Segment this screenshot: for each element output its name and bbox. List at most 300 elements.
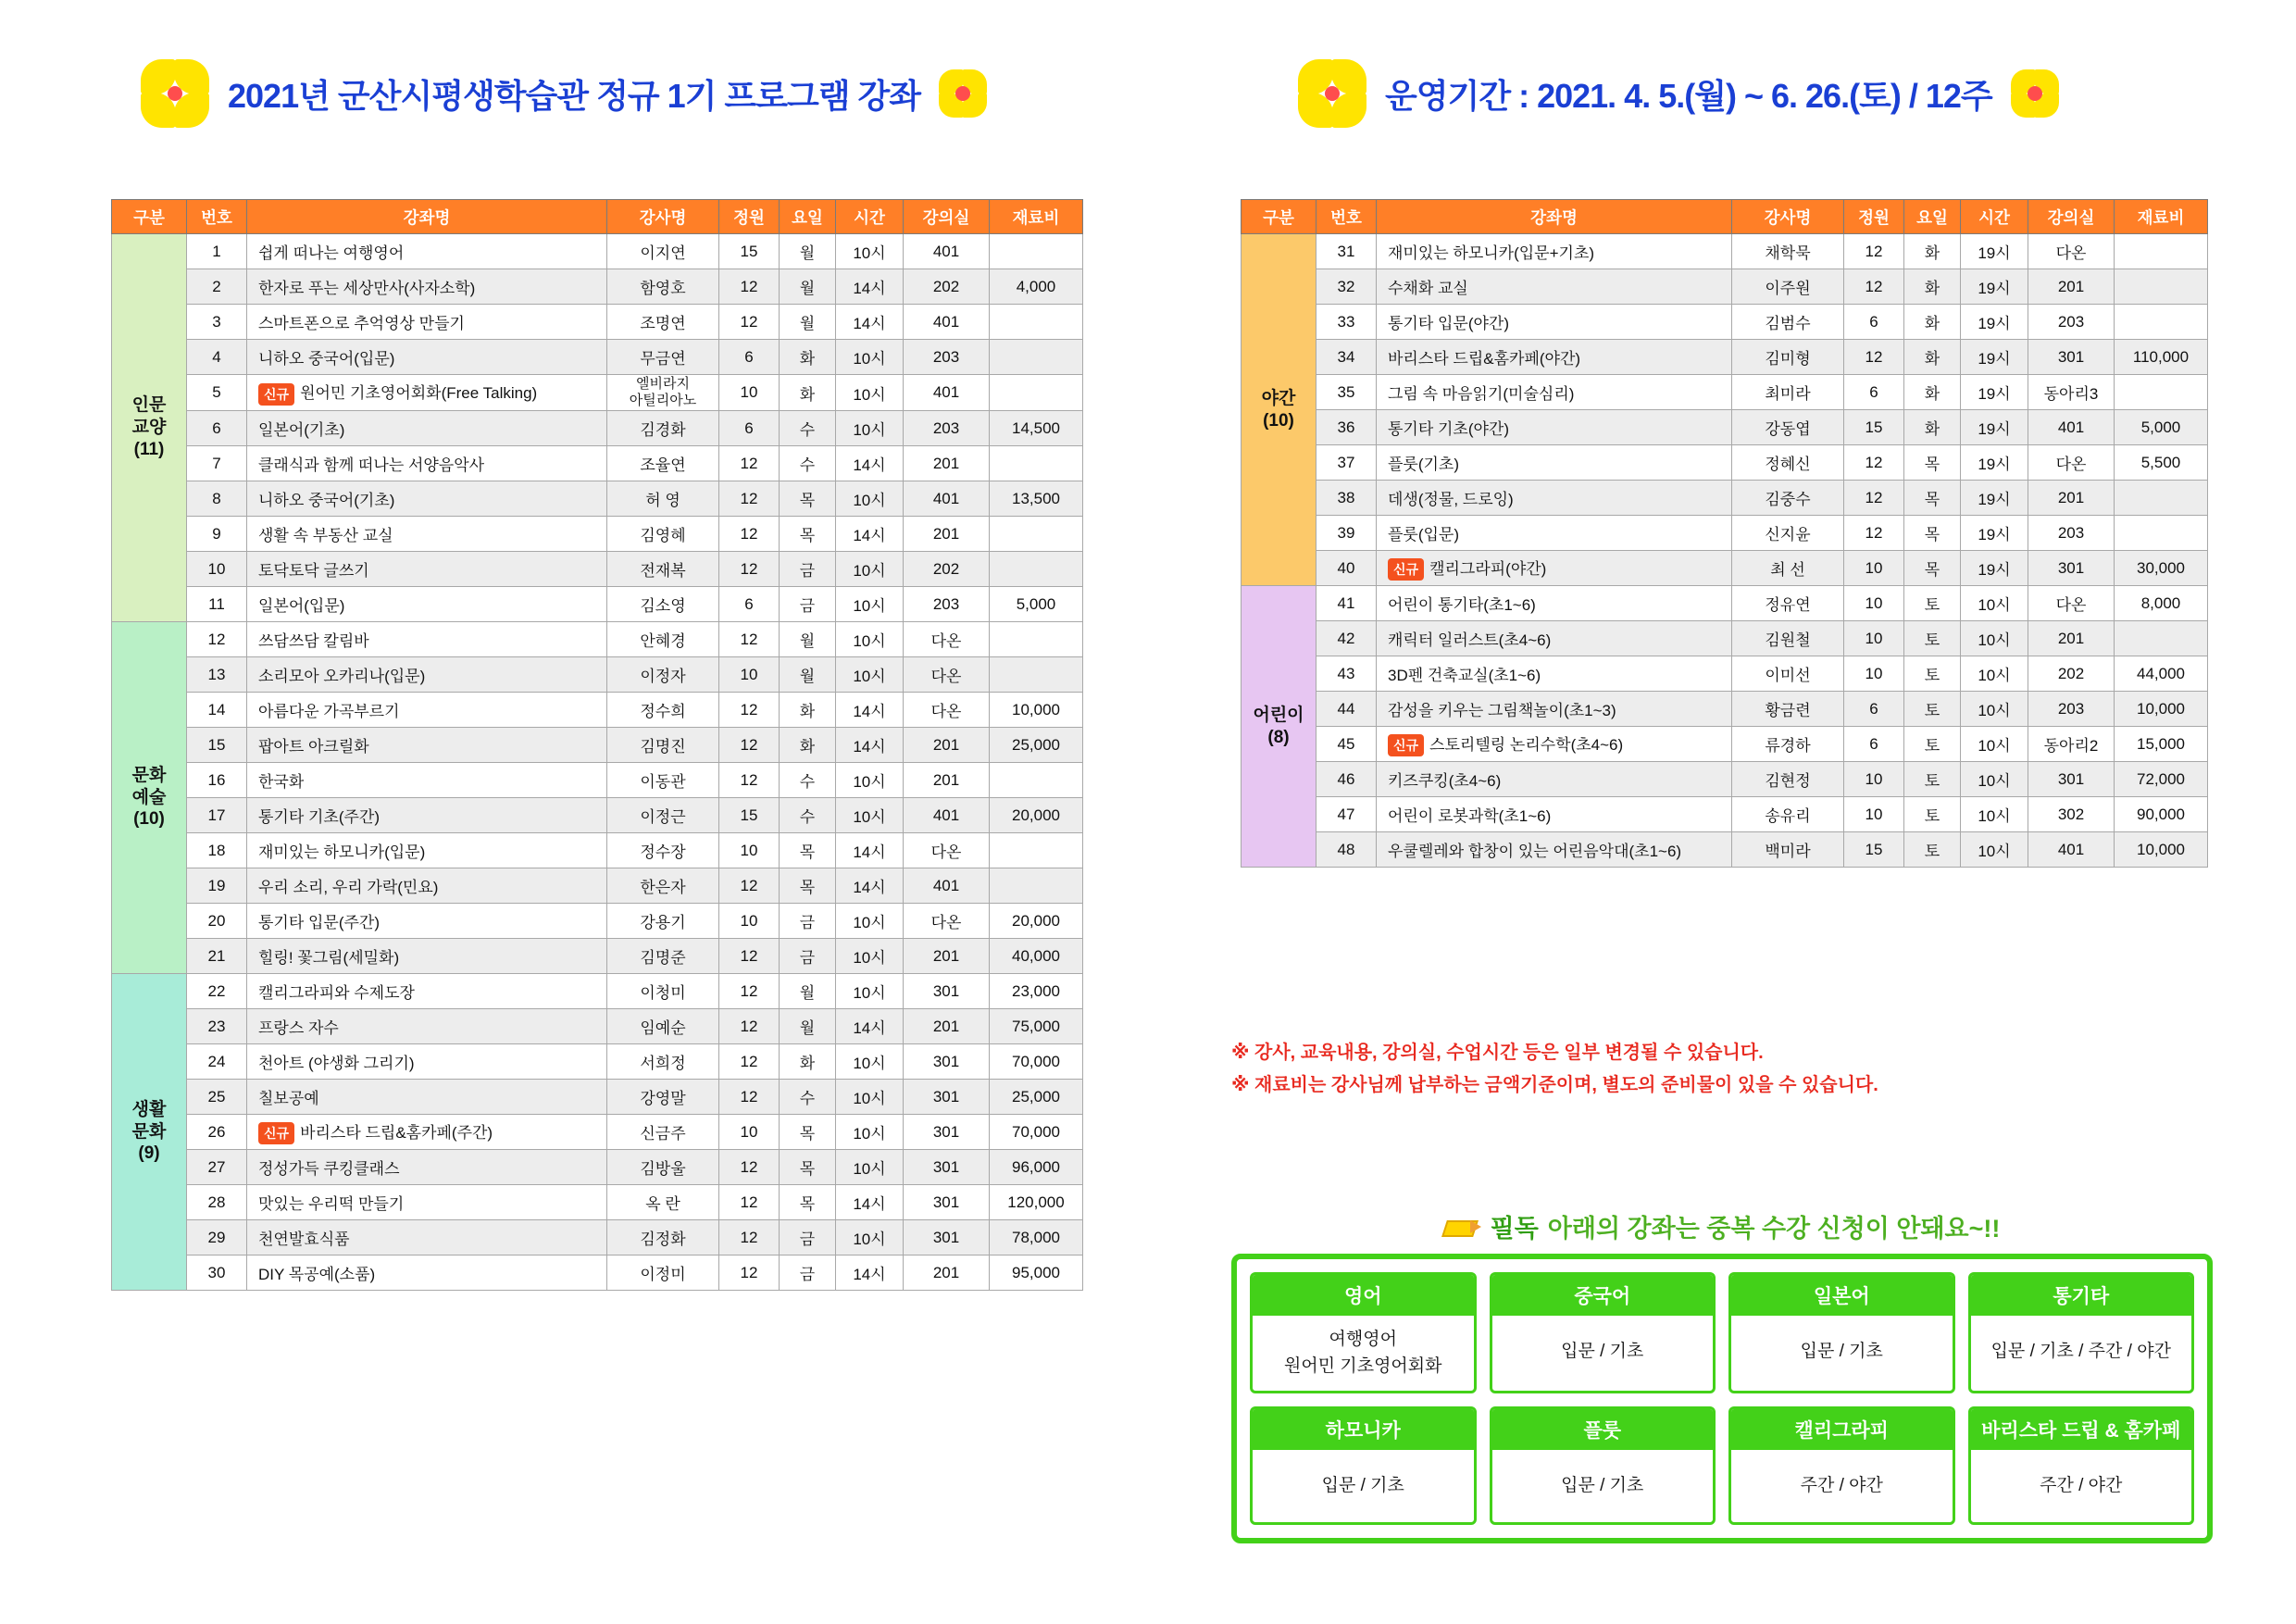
left-title: 2021년 군산시평생학습관 정규 1기 프로그램 강좌 [228,76,921,115]
table-row [112,1150,1083,1185]
room: 401 [2028,410,2115,445]
table-row [112,269,1083,305]
time: 14시 [836,269,904,305]
instructor: 송유리 [1732,797,1844,832]
duplicate-cell [1728,1272,1955,1393]
duplicate-cell [1968,1272,2195,1393]
material-fee: 95,000 [990,1255,1083,1291]
weekday: 목 [780,833,836,868]
time: 14시 [836,833,904,868]
course-name: 데생(정물, 드로잉) [1377,481,1732,516]
instructor: 정혜신 [1732,445,1844,481]
material-fee: 20,000 [990,798,1083,833]
instructor: 정수장 [607,833,719,868]
course-name: 키즈쿠킹(초4~6) [1377,762,1732,797]
time: 19시 [1961,516,2028,551]
course-no: 20 [187,904,247,939]
table-row [1242,727,2208,762]
new-badge: 신규 [258,383,294,406]
time: 10시 [836,763,904,798]
instructor: 무금연 [607,340,719,375]
material-fee [2115,234,2208,269]
instructor: 김미형 [1732,340,1844,375]
material-fee [990,552,1083,587]
column-header: 강좌명 [247,200,607,234]
capacity: 10 [1844,586,1904,621]
room: 301 [904,1185,990,1220]
instructor: 정유연 [1732,586,1844,621]
capacity: 12 [719,1255,780,1291]
instructor: 김경화 [607,411,719,446]
table-row [112,974,1083,1009]
table-row [1242,832,2208,868]
instructor: 김원철 [1732,621,1844,656]
course-name: 천연발효식품 [247,1220,607,1255]
room: 203 [2028,305,2115,340]
course-no: 28 [187,1185,247,1220]
material-fee [990,763,1083,798]
table-row [1242,586,2208,621]
instructor: 이주원 [1732,269,1844,305]
table-row [1242,340,2208,375]
room: 301 [904,1115,990,1150]
table-row [112,622,1083,657]
material-fee [990,868,1083,904]
duplicate-grid [1231,1254,2213,1543]
time: 10시 [1961,692,2028,727]
time: 10시 [836,974,904,1009]
capacity: 10 [719,904,780,939]
table-row [1242,797,2208,832]
weekday: 금 [780,939,836,974]
room: 401 [904,375,990,411]
material-fee [990,622,1083,657]
material-fee: 30,000 [2115,551,2208,586]
course-name: 우리 소리, 우리 가락(민요) [247,868,607,904]
capacity: 12 [1844,234,1904,269]
material-fee [2115,516,2208,551]
weekday: 월 [780,1009,836,1044]
duplicate-cell-body: 주간 / 야간 [2040,1475,2123,1495]
table-row [112,1115,1083,1150]
time: 10시 [836,622,904,657]
time: 14시 [836,446,904,481]
room: 203 [904,411,990,446]
time: 10시 [836,1150,904,1185]
column-header: 시간 [836,200,904,234]
material-fee [2115,269,2208,305]
course-no: 25 [187,1080,247,1115]
material-fee: 8,000 [2115,586,2208,621]
course-no: 17 [187,798,247,833]
time: 10시 [1961,797,2028,832]
column-header: 번호 [187,200,247,234]
course-name: 재미있는 하모니카(입문) [247,833,607,868]
course-name: 일본어(입문) [247,587,607,622]
time: 10시 [836,1115,904,1150]
instructor: 조율연 [607,446,719,481]
capacity: 12 [719,517,780,552]
duplicate-cell [1250,1272,1477,1393]
duplicate-cell-body: 입문 / 기초 [1561,1341,1644,1361]
instructor: 엘비라지 아틸리아노 [607,375,719,411]
capacity: 12 [719,269,780,305]
group-label: 인문 교양 (11) [112,234,187,622]
material-fee: 40,000 [990,939,1083,974]
course-no: 32 [1316,269,1377,305]
instructor: 정수희 [607,693,719,728]
instructor: 황금련 [1732,692,1844,727]
duplicate-cell-head: 바리스타 드립 & 홈카페 [1971,1409,2192,1450]
course-no: 6 [187,411,247,446]
table-row [112,446,1083,481]
table-row [1242,375,2208,410]
weekday: 수 [780,1080,836,1115]
course-name: 클래식과 함께 떠나는 서양음악사 [247,446,607,481]
room: 다온 [904,833,990,868]
capacity: 12 [719,974,780,1009]
course-name: 수채화 교실 [1377,269,1732,305]
room: 201 [904,517,990,552]
table-row [112,411,1083,446]
instructor: 이정근 [607,798,719,833]
time: 10시 [836,234,904,269]
course-name: 신규 스토리텔링 논리수학(초4~6) [1377,727,1732,762]
weekday: 토 [1904,832,1961,868]
table-row [112,481,1083,517]
duplicate-warning-text: 아래의 강좌는 중복 수강 신청이 안돼요~!! [1547,1215,2001,1243]
course-no: 41 [1316,586,1377,621]
material-fee [990,833,1083,868]
material-fee: 20,000 [990,904,1083,939]
instructor: 채학묵 [1732,234,1844,269]
capacity: 10 [1844,621,1904,656]
table-row [112,587,1083,622]
time: 10시 [836,587,904,622]
material-fee: 10,000 [990,693,1083,728]
course-no: 7 [187,446,247,481]
material-fee: 25,000 [990,1080,1083,1115]
room: 202 [2028,656,2115,692]
column-header: 강사명 [1732,200,1844,234]
capacity: 6 [719,587,780,622]
material-fee [2115,621,2208,656]
room: 301 [904,1080,990,1115]
time: 10시 [836,375,904,411]
weekday: 월 [780,305,836,340]
instructor: 이청미 [607,974,719,1009]
table-row [112,833,1083,868]
material-fee: 4,000 [990,269,1083,305]
notes-block [1231,1037,1878,1102]
room: 다온 [2028,586,2115,621]
pencil-icon [1444,1217,1481,1237]
table-row [1242,481,2208,516]
material-fee: 90,000 [2115,797,2208,832]
course-no: 4 [187,340,247,375]
course-no: 10 [187,552,247,587]
duplicate-cell-body: 여행영어 원어민 기초영어회화 [1284,1330,1442,1376]
course-no: 16 [187,763,247,798]
instructor: 김정화 [607,1220,719,1255]
course-no: 13 [187,657,247,693]
duplicate-cell [1728,1406,1955,1525]
capacity: 12 [1844,269,1904,305]
weekday: 화 [780,340,836,375]
column-header: 강사명 [607,200,719,234]
time: 10시 [836,904,904,939]
course-name: 우쿨렐레와 합창이 있는 어린음악대(초1~6) [1377,832,1732,868]
duplicate-cell-head: 중국어 [1492,1275,1714,1316]
material-fee: 23,000 [990,974,1083,1009]
duplicate-cell [1968,1406,2195,1525]
capacity: 12 [1844,516,1904,551]
material-fee [2115,305,2208,340]
room: 301 [904,1044,990,1080]
course-name: 한자로 푸는 세상만사(사자소학) [247,269,607,305]
time: 10시 [836,1044,904,1080]
course-no: 43 [1316,656,1377,692]
time: 19시 [1961,269,2028,305]
room: 다온 [2028,234,2115,269]
capacity: 15 [1844,410,1904,445]
table-row [112,1185,1083,1220]
capacity: 12 [1844,481,1904,516]
time: 10시 [836,939,904,974]
flower-icon [139,57,211,130]
room: 동아리2 [2028,727,2115,762]
table-row [1242,269,2208,305]
capacity: 15 [1844,832,1904,868]
table-row [112,517,1083,552]
must-read-label: 필독 [1490,1215,1539,1243]
capacity: 6 [719,411,780,446]
weekday: 화 [1904,305,1961,340]
weekday: 목 [1904,551,1961,586]
room: 401 [904,234,990,269]
instructor: 최 선 [1732,551,1844,586]
time: 10시 [836,481,904,517]
course-name: 어린이 로봇과학(초1~6) [1377,797,1732,832]
new-badge: 신규 [1388,558,1424,581]
table-row [112,305,1083,340]
material-fee: 78,000 [990,1220,1083,1255]
table-row [112,375,1083,411]
course-no: 31 [1316,234,1377,269]
time: 14시 [836,728,904,763]
instructor: 강용기 [607,904,719,939]
weekday: 화 [780,375,836,411]
course-name: 그림 속 마음읽기(미술심리) [1377,375,1732,410]
column-header: 강좌명 [1377,200,1732,234]
course-no: 38 [1316,481,1377,516]
course-no: 36 [1316,410,1377,445]
flower-icon [1296,57,1368,130]
course-no: 2 [187,269,247,305]
duplicate-cell-body: 주간 / 야간 [1800,1475,1883,1495]
column-header: 시간 [1961,200,2028,234]
weekday: 목 [780,1185,836,1220]
course-name: 통기타 입문(야간) [1377,305,1732,340]
instructor: 김방울 [607,1150,719,1185]
time: 19시 [1961,445,2028,481]
instructor: 최미라 [1732,375,1844,410]
weekday: 화 [780,1044,836,1080]
weekday: 화 [1904,269,1961,305]
room: 다온 [904,657,990,693]
material-fee [990,446,1083,481]
room: 302 [2028,797,2115,832]
capacity: 12 [1844,340,1904,375]
course-name: 정성가득 쿠킹클래스 [247,1150,607,1185]
instructor: 옥 란 [607,1185,719,1220]
material-fee [2115,481,2208,516]
capacity: 12 [719,481,780,517]
time: 10시 [1961,727,2028,762]
capacity: 10 [1844,551,1904,586]
weekday: 목 [1904,516,1961,551]
course-name: 재미있는 하모니카(입문+기초) [1377,234,1732,269]
instructor: 김영혜 [607,517,719,552]
instructor: 김소영 [607,587,719,622]
column-header: 강의실 [2028,200,2115,234]
material-fee: 96,000 [990,1150,1083,1185]
course-name: 3D펜 건축교실(초1~6) [1377,656,1732,692]
column-header: 번호 [1316,200,1377,234]
weekday: 화 [1904,234,1961,269]
course-no: 12 [187,622,247,657]
room: 203 [904,340,990,375]
time: 19시 [1961,340,2028,375]
course-name: 토닥토닥 글쓰기 [247,552,607,587]
instructor: 이미선 [1732,656,1844,692]
column-header: 구분 [1242,200,1316,234]
material-fee: 14,500 [990,411,1083,446]
instructor: 이동관 [607,763,719,798]
material-fee [990,657,1083,693]
course-name: 신규 바리스타 드립&홈카페(주간) [247,1115,607,1150]
time: 19시 [1961,375,2028,410]
weekday: 토 [1904,692,1961,727]
course-name: 쉽게 떠나는 여행영어 [247,234,607,269]
table-row [112,728,1083,763]
course-name: 스마트폰으로 추억영상 만들기 [247,305,607,340]
room: 201 [2028,269,2115,305]
material-fee [990,340,1083,375]
course-no: 22 [187,974,247,1009]
course-no: 15 [187,728,247,763]
course-name: 바리스타 드립&홈카페(야간) [1377,340,1732,375]
material-fee [2115,375,2208,410]
column-header: 정원 [719,200,780,234]
capacity: 12 [719,1185,780,1220]
room: 203 [904,587,990,622]
table-row [112,552,1083,587]
weekday: 목 [780,868,836,904]
course-no: 18 [187,833,247,868]
table-row [1242,234,2208,269]
course-name: 프랑스 자수 [247,1009,607,1044]
group-label: 야간 (10) [1242,234,1316,586]
instructor: 김범수 [1732,305,1844,340]
course-name: 니하오 중국어(입문) [247,340,607,375]
weekday: 수 [780,763,836,798]
column-header: 정원 [1844,200,1904,234]
course-no: 45 [1316,727,1377,762]
right-schedule-table [1241,199,2208,868]
material-fee: 13,500 [990,481,1083,517]
table-row [112,1255,1083,1291]
course-name: 캘리그라피와 수제도장 [247,974,607,1009]
weekday: 토 [1904,586,1961,621]
duplicate-cell-head: 통기타 [1971,1275,2192,1316]
course-no: 29 [187,1220,247,1255]
duplicate-cell [1490,1272,1716,1393]
weekday: 금 [780,1220,836,1255]
course-name: 소리모아 오카리나(입문) [247,657,607,693]
course-name: 힐링! 꽃그림(세밀화) [247,939,607,974]
instructor: 안혜경 [607,622,719,657]
room: 동아리3 [2028,375,2115,410]
course-name: 니하오 중국어(기초) [247,481,607,517]
group-label: 생활 문화 (9) [112,974,187,1291]
weekday: 금 [780,1255,836,1291]
course-name: 맛있는 우리떡 만들기 [247,1185,607,1220]
weekday: 화 [1904,410,1961,445]
course-no: 44 [1316,692,1377,727]
instructor: 이지연 [607,234,719,269]
duplicate-cell-body: 입문 / 기초 [1321,1475,1404,1495]
room: 다온 [904,622,990,657]
duplicate-cell [1490,1406,1716,1525]
instructor: 전재복 [607,552,719,587]
table-row [112,657,1083,693]
duplicate-cell-body: 입문 / 기초 [1800,1341,1883,1361]
instructor: 백미라 [1732,832,1844,868]
new-badge: 신규 [258,1122,294,1144]
capacity: 12 [719,1009,780,1044]
room: 201 [904,446,990,481]
course-name: 팝아트 아크릴화 [247,728,607,763]
room: 301 [2028,551,2115,586]
new-badge: 신규 [1388,734,1424,756]
table-row [112,1009,1083,1044]
capacity: 6 [1844,692,1904,727]
room: 401 [904,798,990,833]
time: 10시 [836,798,904,833]
weekday: 화 [1904,375,1961,410]
instructor: 조명연 [607,305,719,340]
room: 다온 [904,693,990,728]
course-no: 9 [187,517,247,552]
duplicate-warning-section [1231,1208,2213,1543]
time: 10시 [1961,762,2028,797]
instructor: 이정미 [607,1255,719,1291]
duplicate-cell-head: 일본어 [1731,1275,1953,1316]
time: 14시 [836,1009,904,1044]
time: 19시 [1961,305,2028,340]
course-name: DIY 목공예(소품) [247,1255,607,1291]
weekday: 수 [780,798,836,833]
course-no: 3 [187,305,247,340]
course-no: 34 [1316,340,1377,375]
course-name: 어린이 통기타(초1~6) [1377,586,1732,621]
capacity: 10 [1844,797,1904,832]
weekday: 화 [780,728,836,763]
capacity: 12 [719,1220,780,1255]
room: 301 [2028,762,2115,797]
capacity: 12 [719,1044,780,1080]
